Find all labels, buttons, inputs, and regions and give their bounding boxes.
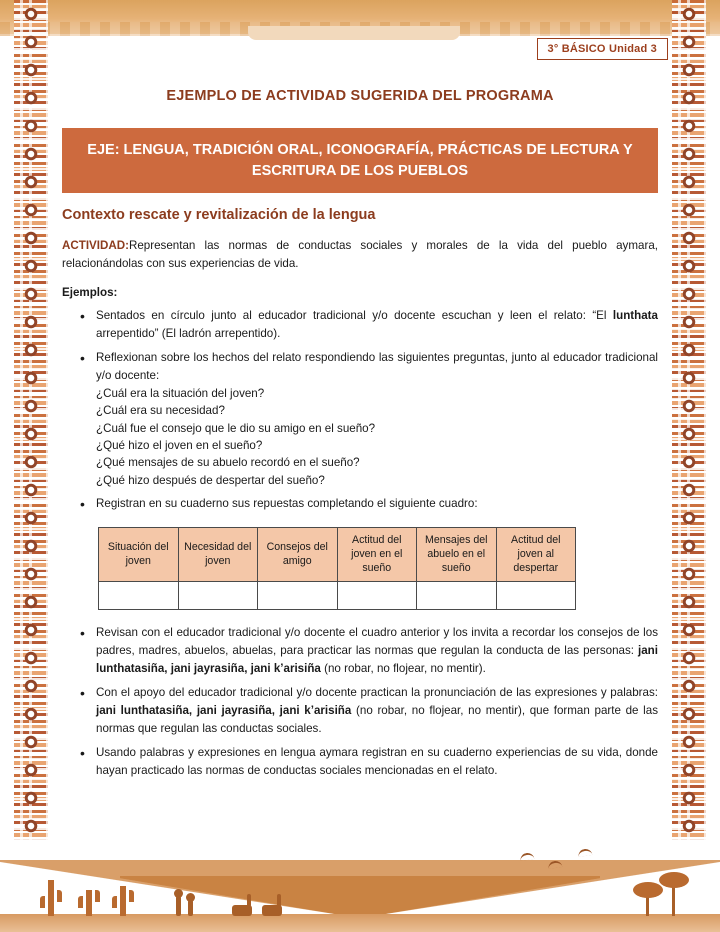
bullet5-text-part2: (no robar, no flojear, no mentir), que forman parte de las normas que regulan las conductas sociales. [96, 704, 658, 736]
bullet5-text-part1: Con el apoyo del educador tradicional y/o docente practican la pronunciación de las expresiones y palabras: [96, 686, 658, 700]
reflection-questions-list [96, 385, 658, 489]
table-head [99, 528, 576, 582]
table-column-header: Actitud del joven en el sueño [337, 528, 417, 582]
examples-list [62, 307, 658, 513]
table-cell[interactable] [417, 582, 497, 610]
bullet1-highlight-term: lunthata [612, 308, 658, 322]
list-item [96, 349, 658, 489]
bullet1-text-part1: Sentados en círculo junto al educador tradicional y/o docente escuchan y leen el relato: “El [96, 308, 613, 322]
question-item: ¿Qué hizo después de despertar del sueño? [96, 473, 325, 487]
person-icon [176, 896, 181, 916]
bullet1-text-part2: arrepentido” (El ladrón arrepentido). [96, 326, 281, 340]
bottom-landscape-illustration [0, 840, 720, 932]
bullet5-highlight-term: jani lunthatasiña, jani jayrasiña, jani k’arisiña [96, 704, 352, 718]
question-item: ¿Qué hizo el joven en el sueño? [96, 438, 263, 452]
tree-foliage [633, 882, 663, 898]
table-cell[interactable] [337, 582, 417, 610]
table-row [99, 582, 576, 610]
table-column-header: Mensajes del abuelo en el sueño [417, 528, 497, 582]
llama-icon [232, 905, 252, 916]
illustration-ground [0, 914, 720, 932]
examples-title: Ejemplos: [62, 285, 118, 299]
question-item: ¿Qué mensajes de su abuelo recordó en el sueño? [96, 456, 360, 470]
tree-icon [672, 882, 675, 916]
activity-paragraph [62, 237, 658, 272]
right-border-diamond-pattern [675, 0, 703, 932]
question-item: ¿Cuál fue el consejo que le dio su amigo en el sueño? [96, 421, 376, 435]
cactus-icon [48, 880, 54, 916]
bullet4-highlight-term: jani lunthatasiña, jani jayrasiña, jani k’arisiña [96, 644, 658, 676]
llama-icon [262, 905, 282, 916]
table-header-row [99, 528, 576, 582]
list-item: • Registran en su cuaderno sus repuestas completando el siguiente cuadro: [96, 495, 658, 513]
cactus-icon [120, 886, 126, 916]
list-item [96, 624, 658, 678]
right-ornamental-border [672, 0, 706, 932]
table-column-header: Consejos del amigo [258, 528, 338, 582]
document-content [62, 76, 658, 786]
unit-badge: 3° BÁSICO Unidad 3 [537, 38, 668, 60]
list-item [96, 684, 658, 738]
list-item: • Usando palabras y expresiones en lengua aymara registran en su cuaderno experiencias de su vida, donde hayan practicado las normas de conductas sociales mencionadas en el relato. [96, 744, 658, 780]
eje-heading-box: EJE: LENGUA, TRADICIÓN ORAL, ICONOGRAFÍA, PRÁCTICAS DE LECTURA Y ESCRITURA DE LOS PUEBLOS [62, 128, 658, 193]
list-item [96, 307, 658, 343]
table-column-header: Necesidad del joven [178, 528, 258, 582]
question-item: ¿Cuál era la situación del joven? [96, 386, 265, 400]
table-cell[interactable] [99, 582, 179, 610]
table-column-header: Actitud del joven al despertar [496, 528, 576, 582]
context-title: Contexto rescate y revitalización de la lengua [62, 207, 376, 224]
tree-foliage [659, 872, 689, 888]
bullet2-intro: Reflexionan sobre los hechos del relato respondiendo las siguientes preguntas, junto al educador tradicional y/o docente: [96, 350, 658, 382]
question-item: ¿Cuál era su necesidad? [96, 404, 225, 418]
table-column-header: Situación del joven [99, 528, 179, 582]
activity-label: ACTIVIDAD: [62, 239, 129, 253]
bullet4-text-part1: Revisan con el educador tradicional y/o docente el cuadro anterior y los invita a recordar los consejos de los padres, madres, abuelos, abuelas, para practicar las normas que regulan la conducta de las personas: [96, 626, 658, 658]
activity-text: Representan las normas de conductas sociales y morales de la vida del pueblo aymara, relacionándolas con sus experiencias de vida. [62, 239, 658, 270]
table-cell[interactable] [178, 582, 258, 610]
table-cell[interactable] [258, 582, 338, 610]
table-cell[interactable] [496, 582, 576, 610]
respuestas-table [98, 527, 576, 610]
left-border-diamond-pattern [17, 0, 45, 932]
top-band-notch [248, 26, 460, 40]
tree-icon [646, 892, 649, 916]
page-title: EJEMPLO DE ACTIVIDAD SUGERIDA DEL PROGRAMA [166, 88, 554, 104]
bullet4-text-part2: (no robar, no flojear, no mentir). [320, 662, 486, 676]
cactus-icon [86, 890, 92, 916]
table-body [99, 582, 576, 610]
person-icon [188, 900, 193, 916]
left-ornamental-border [14, 0, 48, 932]
examples-list-continued [62, 624, 658, 780]
